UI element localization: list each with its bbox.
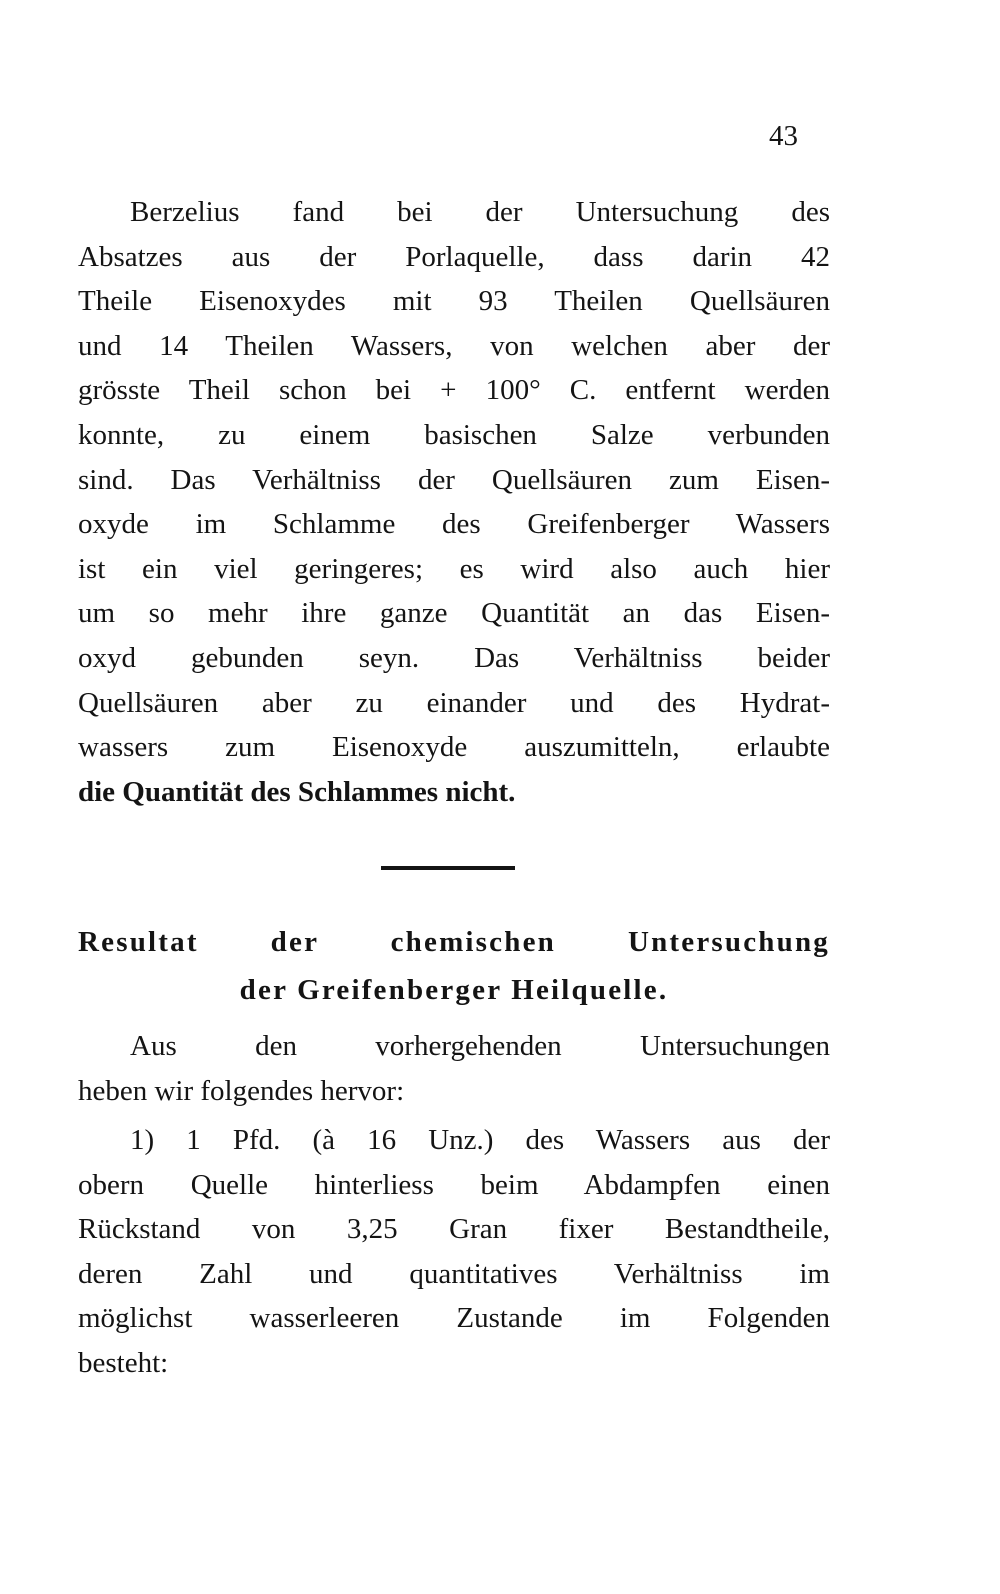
text-line: obern Quelle hinterliess beim Abdampfen einen xyxy=(78,1168,830,1201)
text-line: Berzelius fand bei der Untersuchung des xyxy=(130,196,830,228)
text-line: sind. Das Verhältniss der Quellsäuren zum Eisen- xyxy=(78,463,830,496)
paragraph-item-1 xyxy=(78,1118,830,1386)
text-line: und 14 Theilen Wassers, von welchen aber der xyxy=(78,329,830,362)
text-line: wassers zum Eisenoxyde auszumitteln, erlaubte xyxy=(78,731,830,764)
text-line: Rückstand von 3,25 Gran fixer Bestandtheile, xyxy=(78,1213,830,1246)
text-line: konnte, zu einem basischen Salze verbunden xyxy=(78,418,830,451)
text-line: grösste Theil schon bei + 100° C. entfernt werden xyxy=(78,374,830,407)
heading-line: Resultat der chemischen Untersuchung xyxy=(78,926,830,958)
text-line: um so mehr ihre ganze Quantität an das Eisen- xyxy=(78,597,830,630)
paragraph-porla-spring xyxy=(78,190,830,814)
text-line: ist ein viel geringeres; es wird also auch hier xyxy=(78,552,830,585)
text-line: Theile Eisenoxydes mit 93 Theilen Quellsäuren xyxy=(78,285,830,318)
text-line: heben wir folgendes hervor: xyxy=(78,1074,405,1107)
paragraph-intro xyxy=(78,1024,830,1113)
page-number: 43 xyxy=(769,120,798,152)
text-line: deren Zahl und quantitatives Verhältniss im xyxy=(78,1257,830,1290)
text-line: die Quantität des Schlammes nicht. xyxy=(78,775,516,808)
section-divider xyxy=(381,866,515,870)
text-line: Absatzes aus der Porlaquelle, dass darin 42 xyxy=(78,240,830,273)
text-line: oxyde im Schlamme des Greifenberger Wassers xyxy=(78,508,830,541)
text-line: oxyd gebunden seyn. Das Verhältniss beider xyxy=(78,641,830,674)
text-line: 1) 1 Pfd. (à 16 Unz.) des Wassers aus der xyxy=(130,1124,830,1156)
text-line: besteht: xyxy=(78,1346,169,1379)
text-line: Quellsäuren aber zu einander und des Hydrat- xyxy=(78,686,830,719)
heading-line: der Greifenberger Heilquelle. xyxy=(239,974,669,1006)
text-line: Aus den vorhergehenden Untersuchungen xyxy=(130,1030,830,1062)
text-line: möglichst wasserleeren Zustande im Folgenden xyxy=(78,1302,830,1335)
section-heading xyxy=(78,918,830,1014)
